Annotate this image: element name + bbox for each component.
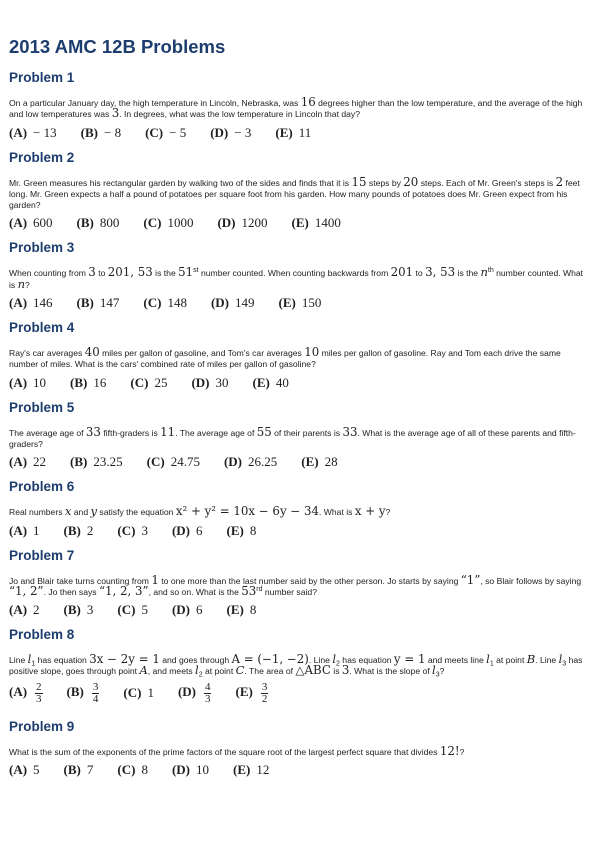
choice-b: (B) 16 — [70, 374, 107, 390]
choice-c: (C) 1 — [123, 685, 154, 701]
problem-text: The average age of 33 fifth-graders is 11. The average age of 55 of their parents is 33. What is the average age of all of these parents and fifth-graders? — [9, 424, 576, 449]
problem-3 — [9, 240, 587, 311]
problem-heading: Problem 6 — [9, 479, 75, 495]
problem-heading: Problem 5 — [9, 399, 75, 415]
problem-text: On a particular January day, the high temperature in Lincoln, Nebraska, was 16 degrees higher than the low temperature, and the average of the high and low temperatures was 3. In degrees, what was the low temperature in Lincoln that day? — [9, 95, 583, 121]
choice-a: (A) − 13 — [9, 124, 57, 140]
choice-d: (D) 6 — [171, 522, 203, 538]
choice-d: (D) 10 — [171, 762, 209, 778]
problem-heading: Problem 4 — [9, 320, 75, 336]
problem-1 — [9, 70, 587, 141]
answer-choices — [9, 125, 587, 141]
answer-choices — [9, 762, 587, 778]
choice-c: (C) 5 — [117, 602, 148, 618]
choice-d: (D) 149 — [210, 295, 255, 311]
answer-choices — [9, 215, 587, 231]
page-title: 2013 AMC 12B Problems — [9, 36, 226, 57]
problem-8 — [9, 627, 587, 705]
choice-a: (A) 600 — [9, 215, 53, 231]
problem-2 — [9, 150, 587, 232]
choice-b: (B) 147 — [76, 295, 120, 311]
choice-c: (C) 24.75 — [146, 454, 200, 470]
choice-b: (B) 800 — [76, 215, 120, 231]
choice-a: (A) $\frac{2}{3}$ — [9, 680, 42, 705]
problem-text: Ray's car averages 40 miles per gallon of gasoline, and Tom's car averages 10 miles per gallon of gasoline. Ray and Tom each drive the same number of miles. What is the cars' combined rate of miles per gallon of gasoline? — [9, 345, 561, 370]
choice-d: (D) 1200 — [217, 215, 268, 231]
choice-e: (E) 8 — [226, 522, 257, 538]
answer-choices — [9, 682, 587, 705]
choice-c: (C) 25 — [130, 374, 168, 390]
fraction: $\frac{3}{2}$ — [261, 680, 268, 705]
choice-d: (D) 26.25 — [223, 454, 278, 470]
choice-c: (C) − 5 — [145, 124, 187, 140]
choice-d: (D) − 3 — [210, 124, 252, 140]
choice-b: (B) $\frac{3}{4}$ — [66, 680, 99, 705]
problem-text: When counting from 3 to 201, 53 is the 51st number counted. When counting backwards from 201 to 3, 53 is the $n^{th}$ number counted. What is n? — [9, 265, 584, 291]
problem-text: Jo and Blair take turns counting from 1 to one more than the last number said by the other person. Jo starts by saying “1”, so Blair follows by saying “1, 2”. Jo then says “1, 2, 3”, and so on. What is the 53rd number said? — [9, 572, 582, 598]
choice-e: (E) 40 — [252, 374, 289, 390]
problem-heading: Problem 1 — [9, 70, 75, 85]
choice-e: (E) 11 — [275, 124, 312, 140]
choice-a: (A) 10 — [9, 374, 47, 390]
choice-e: (E) 1400 — [291, 215, 341, 231]
choice-b: (B) 2 — [63, 522, 94, 538]
choice-c: (C) 148 — [143, 295, 187, 311]
answer-choices — [9, 295, 587, 311]
problem-6 — [9, 479, 587, 538]
choice-a: (A) 22 — [9, 454, 47, 470]
fraction: $\frac{3}{4}$ — [92, 680, 99, 705]
answer-choices — [9, 523, 587, 539]
problem-4 — [9, 320, 587, 391]
choice-d: (D) 30 — [191, 374, 229, 390]
problem-text: Mr. Green measures his rectangular garden by walking two of the sides and finds that it is 15 steps by 20 steps. Each of Mr. Green's steps is 2 feet long. Mr. Green expects a half a pound of potatoes per square foot from his garden. How many pounds of potatoes does Mr. Green expect from his garden? — [9, 174, 580, 211]
choice-e: (E) 8 — [226, 602, 257, 618]
choice-a: (A) 2 — [9, 602, 40, 618]
problem-heading: Problem 7 — [9, 547, 75, 563]
fraction: $\frac{4}{3}$ — [204, 680, 211, 705]
choice-d: (D) 6 — [171, 602, 203, 618]
choice-e: (E) $\frac{3}{2}$ — [235, 680, 268, 705]
choice-e: (E) 12 — [232, 762, 270, 778]
choice-a: (A) 5 — [9, 762, 40, 778]
choice-b: (B) − 8 — [80, 124, 122, 140]
choice-a: (A) 1 — [9, 522, 40, 538]
problem-7 — [9, 548, 587, 619]
choice-b: (B) 23.25 — [70, 454, 123, 470]
choice-c: (C) 1000 — [143, 215, 194, 231]
choice-e: (E) 150 — [278, 295, 322, 311]
problem-text: Line $l_1$ has equation 3x − 2y = 1 and goes through A = (−1, −2). Line $l_2$ has equation y = 1 and meets line $l_1$ at point B. Line $l_3$ has positive slope, goes through point A, and meets $l_2$ at point C. The area of △ABC is 3. What is the slope of $l_3$? — [9, 652, 583, 680]
choice-e: (E) 28 — [301, 454, 338, 470]
problem-heading: Problem 3 — [9, 240, 75, 256]
choice-b: (B) 3 — [63, 602, 94, 618]
problem-heading: Problem 8 — [9, 627, 75, 643]
answer-choices — [9, 602, 587, 618]
choice-c: (C) 3 — [117, 522, 148, 538]
choice-a: (A) 146 — [9, 295, 53, 311]
problem-text: Real numbers x and y satisfy the equation x² + y² = 10x − 6y − 34. What is x + y? — [9, 504, 391, 519]
problem-heading: Problem 9 — [9, 718, 75, 734]
answer-choices — [9, 375, 587, 391]
problem-heading: Problem 2 — [9, 149, 75, 165]
choice-c: (C) 8 — [117, 762, 148, 778]
choice-b: (B) 7 — [63, 762, 94, 778]
choice-d: (D) $\frac{4}{3}$ — [177, 680, 211, 705]
problem-text: What is the sum of the exponents of the prime factors of the square root of the largest perfect square that divides 12!? — [9, 743, 465, 758]
problem-5 — [9, 400, 587, 471]
fraction: $\frac{2}{3}$ — [36, 680, 42, 705]
answer-choices — [9, 454, 587, 470]
problem-9 — [9, 719, 587, 778]
